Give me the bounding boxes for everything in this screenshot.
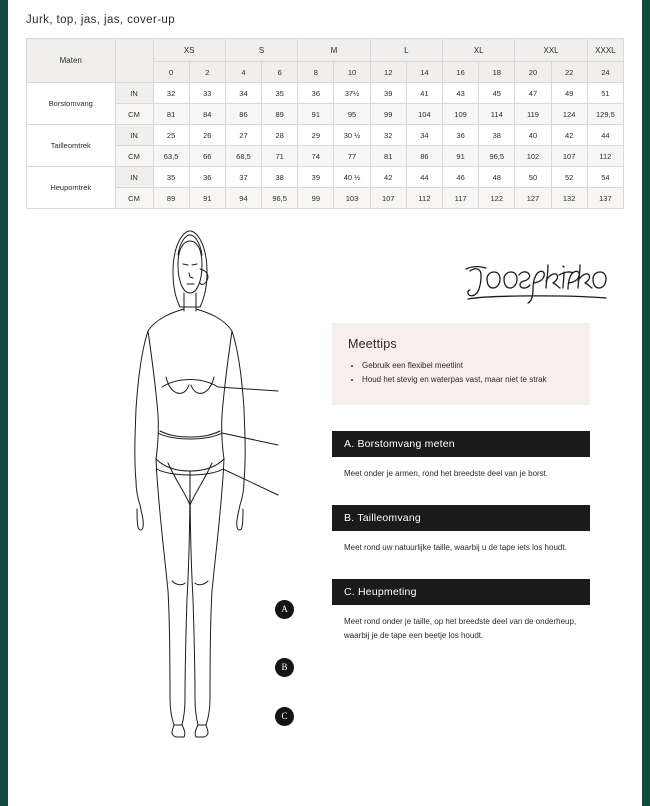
cell: 107: [370, 188, 406, 209]
size-guide-page: [8, 0, 642, 806]
cell: 95: [334, 104, 370, 125]
measurement-illustration-section: [8, 219, 642, 759]
cell: 36: [189, 167, 225, 188]
cell: 122: [479, 188, 515, 209]
unit-in: IN: [115, 167, 153, 188]
cell: 132: [551, 188, 587, 209]
cell: 129,5: [587, 104, 623, 125]
cell: 44: [587, 125, 623, 146]
cell: 127: [515, 188, 551, 209]
cell: 25: [153, 125, 189, 146]
unit-in: IN: [115, 83, 153, 104]
cell: 109: [443, 104, 479, 125]
cell: 51: [587, 83, 623, 104]
size-table: [27, 39, 624, 209]
brand-logo: [460, 255, 610, 305]
cell: 66: [189, 146, 225, 167]
cell: 91: [443, 146, 479, 167]
cell: 99: [298, 188, 334, 209]
cell: 54: [587, 167, 623, 188]
size-group-s: S: [225, 39, 297, 62]
size-group-xxxl: XXXL: [587, 39, 623, 62]
section-heading-hip: C. Heupmeting: [332, 579, 590, 605]
cell: 28: [262, 125, 298, 146]
cell: 103: [334, 188, 370, 209]
cell: 38: [479, 125, 515, 146]
cell: 68,5: [225, 146, 261, 167]
cell: 35: [262, 83, 298, 104]
numeric-size: 20: [515, 62, 551, 83]
cell: 86: [225, 104, 261, 125]
cell: 37: [225, 167, 261, 188]
cell: 71: [262, 146, 298, 167]
cell: 102: [515, 146, 551, 167]
section-heading-bust: A. Borstomvang meten: [332, 431, 590, 457]
tips-title: Meettips: [348, 337, 397, 351]
cell: 86: [406, 146, 442, 167]
cell: 89: [262, 104, 298, 125]
cell: 74: [298, 146, 334, 167]
cell: 34: [225, 83, 261, 104]
cell: 91: [298, 104, 334, 125]
cell: 137: [587, 188, 623, 209]
cell: 26: [189, 125, 225, 146]
numeric-size: 12: [370, 62, 406, 83]
numeric-size: 6: [262, 62, 298, 83]
cell: 81: [370, 146, 406, 167]
cell: 36: [298, 83, 334, 104]
numeric-size: 16: [443, 62, 479, 83]
cell: 39: [298, 167, 334, 188]
cell: 32: [370, 125, 406, 146]
cell: 44: [406, 167, 442, 188]
unit-cm: CM: [115, 188, 153, 209]
cell: 112: [587, 146, 623, 167]
unit-cm: CM: [115, 104, 153, 125]
cell: 39: [370, 83, 406, 104]
cell: 50: [515, 167, 551, 188]
cell: 124: [551, 104, 587, 125]
cell: 112: [406, 188, 442, 209]
table-row: [27, 83, 624, 104]
marker-b: B: [275, 658, 294, 677]
numeric-size: 0: [153, 62, 189, 83]
cell: 34: [406, 125, 442, 146]
marker-a: A: [275, 600, 294, 619]
cell: 117: [443, 188, 479, 209]
cell: 63,5: [153, 146, 189, 167]
cell: 27: [225, 125, 261, 146]
cell: 96,5: [479, 146, 515, 167]
measure-label-waist: Tailleomtrek: [27, 125, 115, 167]
cell: 91: [189, 188, 225, 209]
cell: 32: [153, 83, 189, 104]
tips-item: • Gebruik een flexibel meetlint: [362, 360, 574, 372]
table-row: [27, 188, 624, 209]
size-group-xl: XL: [443, 39, 515, 62]
cell: 48: [479, 167, 515, 188]
cell: 104: [406, 104, 442, 125]
cell: 45: [479, 83, 515, 104]
table-row: [27, 125, 624, 146]
tips-list: [348, 360, 574, 387]
table-corner-label: Maten: [27, 39, 115, 83]
cell: 29: [298, 125, 334, 146]
numeric-size: 8: [298, 62, 334, 83]
cell: 52: [551, 167, 587, 188]
marker-c: C: [275, 707, 294, 726]
numeric-size: 22: [551, 62, 587, 83]
size-group-l: L: [370, 39, 442, 62]
cell: 89: [153, 188, 189, 209]
table-row: [27, 167, 624, 188]
cell: 38: [262, 167, 298, 188]
cell: 42: [370, 167, 406, 188]
cell: 94: [225, 188, 261, 209]
cell: 119: [515, 104, 551, 125]
measure-label-bust: Borstomvang: [27, 83, 115, 125]
section-body-waist: Meet rond uw natuurlijke taille, waarbij u de tape iets los houdt.: [344, 543, 567, 552]
table-row: [27, 146, 624, 167]
size-group-header-row: [27, 39, 624, 62]
section-body-hip: Meet rond onder je taille, op het breedste deel van de onderheup, waarbij je de tape een beetje los houdt.: [344, 617, 577, 640]
female-body-figure-icon: [90, 219, 290, 759]
measure-label-hip: Heupomtrek: [27, 167, 115, 209]
cell: 42: [551, 125, 587, 146]
cell: 84: [189, 104, 225, 125]
numeric-size: 2: [189, 62, 225, 83]
page-title: Jurk, top, jas, jas, cover-up: [26, 14, 176, 26]
cell: 46: [443, 167, 479, 188]
size-table-body: [27, 39, 624, 209]
size-group-xxl: XXL: [515, 39, 587, 62]
cell: 41: [406, 83, 442, 104]
numeric-size: 18: [479, 62, 515, 83]
unit-in: IN: [115, 125, 153, 146]
cell: 35: [153, 167, 189, 188]
section-heading-waist: B. Tailleomvang: [332, 505, 590, 531]
cell: 47: [515, 83, 551, 104]
cell: 99: [370, 104, 406, 125]
cell: 107: [551, 146, 587, 167]
cell: 30 ½: [334, 125, 370, 146]
size-group-m: M: [298, 39, 370, 62]
cell: 40 ½: [334, 167, 370, 188]
cell: 77: [334, 146, 370, 167]
cell: 81: [153, 104, 189, 125]
cell: 49: [551, 83, 587, 104]
size-table-container: [26, 38, 624, 209]
numeric-size: 4: [225, 62, 261, 83]
cell: 114: [479, 104, 515, 125]
numeric-size: 24: [587, 62, 623, 83]
numeric-size: 10: [334, 62, 370, 83]
cell: 40: [515, 125, 551, 146]
tips-item: • Houd het stevig en waterpas vast, maar niet te strak: [362, 374, 574, 386]
cell: 43: [443, 83, 479, 104]
unit-column-header: [115, 39, 153, 83]
size-group-xs: XS: [153, 39, 225, 62]
section-body-bust: Meet onder je armen, rond het breedste deel van je borst.: [344, 469, 549, 478]
cell: 37½: [334, 83, 370, 104]
unit-cm: CM: [115, 146, 153, 167]
cell: 36: [443, 125, 479, 146]
table-row: [27, 104, 624, 125]
tips-box: [332, 323, 590, 405]
cell: 96,5: [262, 188, 298, 209]
cell: 33: [189, 83, 225, 104]
numeric-size: 14: [406, 62, 442, 83]
